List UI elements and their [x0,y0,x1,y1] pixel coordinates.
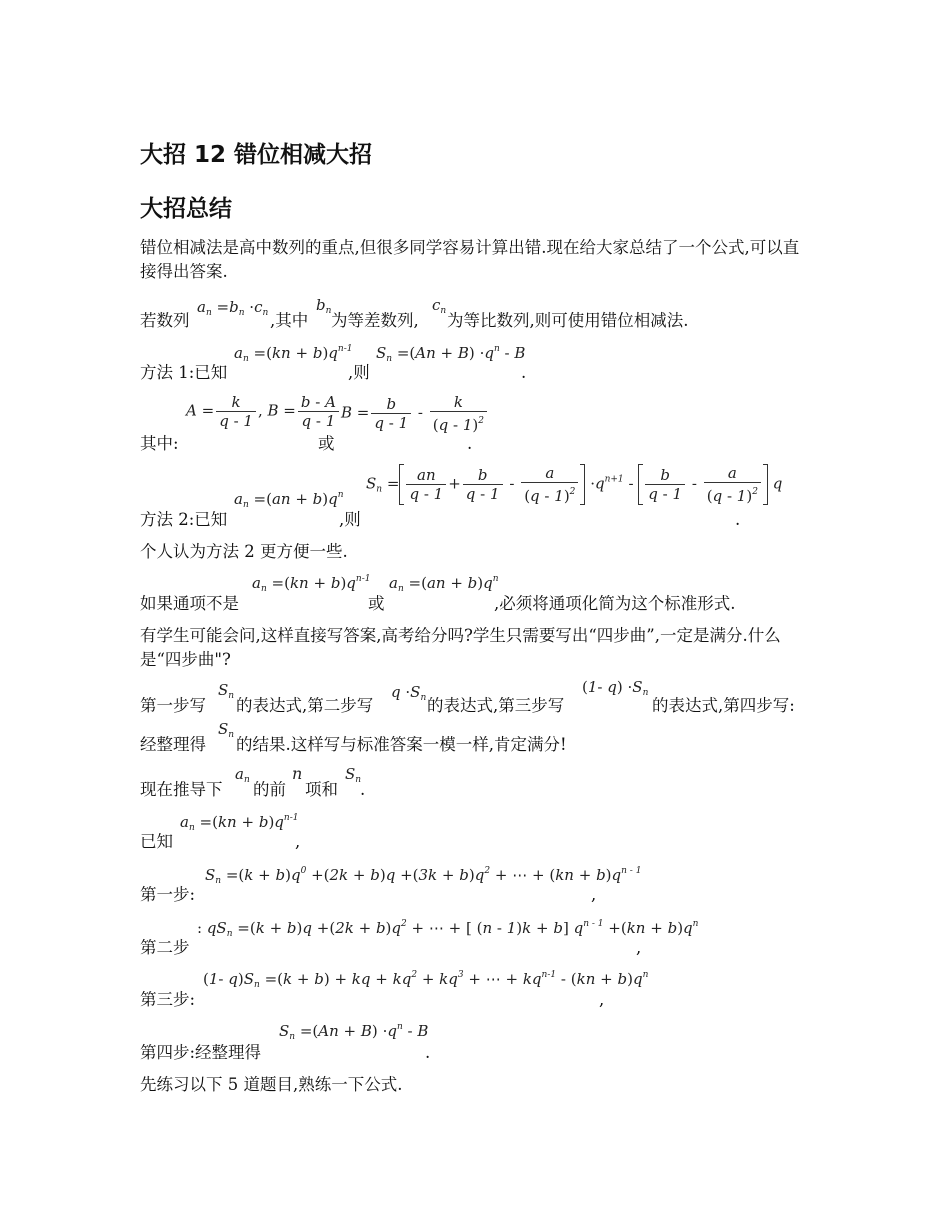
method1-pre: 方法 1:已知 [140,363,228,382]
step4-label: 第四步:经整理得 [140,1043,262,1062]
steps2-b: 的结果.这样写与标准答案一模一样,肯定满分! [236,735,567,754]
formula-step3: (1- $q)S_n =(k + b)$ + kq + $kq^2 + kq^3$ + ⋯ + $kq^{n-1} - (kn + b)q^n$ [203,970,649,990]
question-paragraph: 有学生可能会问,这样直接写答案,高考给分吗?学生只需要写出“四步曲”,一定是满分.什么是“四步曲"? [140,626,781,669]
step3-end: , [599,990,605,1009]
formula-Sn-b: $S_n$ [218,720,235,740]
formula-cn: $c_n$ [432,296,447,316]
formula-Sn-c: $S_n$ [345,765,362,785]
where-pre: 其中: [140,434,179,453]
section-heading: 大招总结 [140,196,232,222]
derive-b: 的前 [253,780,286,799]
derive-a: 现在推导下 [140,780,223,799]
method2-end: . [735,510,741,529]
where-end: . [467,434,473,453]
cond-mid2: 为等差数列, [331,311,419,330]
step2-label: 第二步 [140,938,190,957]
page-title: 大招 12 错位相减大招 [140,142,373,168]
formula-notstd-1: $a_n =(kn + b)q^{n-1}$ [252,574,371,594]
steps1-d: 的表达式,第四步写: [652,696,795,715]
formula-method2-sn: $S_n$ = $\frac{an}{q - 1}$ + $\frac{b}{q - 1}$ - $\frac{a}{(q - 1)^2}$ $\cdot q^{n+1}$ - $\frac{b}{q - 1}$ - $\frac{a}{(q - 1)^2}$ q [366,464,783,505]
cond-mid1: ,其中 [270,311,309,330]
steps1-b: 的表达式,第二步写 [236,696,374,715]
steps1-a: 第一步写 [140,696,206,715]
step3-label: 第三步: [140,990,196,1009]
method1-mid: ,则 [348,363,370,382]
derive-d: . [360,780,366,799]
step1-label: 第一步: [140,885,196,904]
formula-Sn-a: $S_n$ [218,681,235,701]
notstd-post: ,必须将通项化简为这个标准形式. [494,594,736,613]
step4-end: . [425,1043,431,1062]
formula-step4: $S_n =(An + B) \cdot q^n - B$ [279,1022,429,1042]
known-end: , [295,832,301,851]
formula-n: n [292,764,303,783]
method1-end: . [521,363,527,382]
formula-method2-an: $a_n =(an + b)q^n$ [234,490,344,510]
derive-c: 项和 [305,780,338,799]
formula-method1-an: $a_n =(kn + b)q^{n-1}$ [234,344,353,364]
notstd-or: 或 [368,594,385,613]
formula-bn: $b_n$ [316,296,332,316]
formula-B-alt: B = $\frac{b}{q - 1}$ - $\frac{k}{(q - 1)^2}$ [341,393,489,434]
intro-paragraph: 错位相减法是高中数列的重点,但很多同学容易计算出错.现在给大家总结了一个公式,可以直接得出答案. [140,238,800,281]
method2-mid: ,则 [339,510,361,529]
practice-text: 先练习以下 5 道题目,熟练一下公式. [140,1075,403,1094]
steps1-c: 的表达式,第三步写 [427,696,565,715]
known-pre: 已知 [140,832,173,851]
where-or: 或 [318,434,335,453]
formula-an-bn-cn: $a_n =b_n \cdot c_n$ [197,298,269,318]
notstd-pre: 如果通项不是 [140,594,239,613]
formula-step1: $S_n =(k + b)q^0 +(2k + b)q +(3k + b)q^2$ + ⋯ + $(kn + b)q^{n - 1}$ [205,866,642,886]
formula-step2: : $qS_n =(k + b)q +(2k + b)q^2$ + ⋯ + [ (n - 1)k + b] $q^{n - 1} +(kn + b)q^n$ [197,919,699,939]
formula-an-c: $a_n$ [235,765,250,785]
cond-pre: 若数列 [140,311,190,330]
opinion-text: 个人认为方法 2 更方便一些. [140,542,348,561]
formula-qSn: $q \cdot S_n$ [391,683,427,703]
steps2-a: 经整理得 [140,735,206,754]
formula-method1-sn: $S_n =(An + B) \cdot q^n - B$ [376,344,526,364]
formula-known-an: $a_n =(kn + b)q^{n-1}$ [180,813,299,833]
formula-notstd-2: $a_n =(an + b)q^n$ [389,574,499,594]
cond-post: 为等比数列,则可使用错位相减法. [447,311,689,330]
formula-A-B: A = $\frac{k}{q - 1}$ , B = $\frac{b - A}{q - 1}$ [186,393,341,430]
method2-pre: 方法 2:已知 [140,510,228,529]
step2-end: , [636,938,642,957]
step1-end: , [591,885,597,904]
formula-1mq-Sn: (1- $q) \cdot S_n$ [582,678,649,698]
